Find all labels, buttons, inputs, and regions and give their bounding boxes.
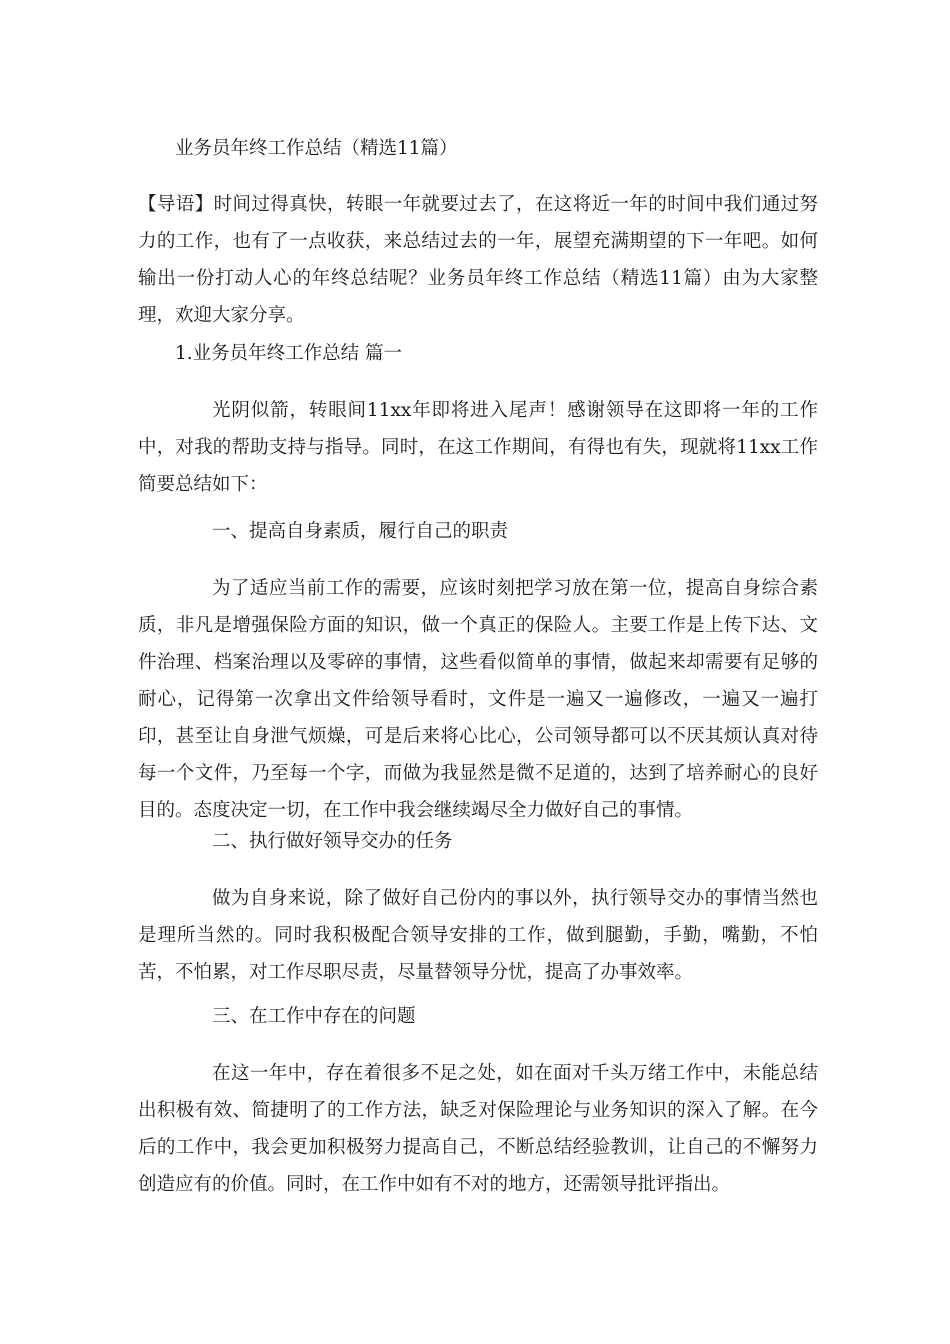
- paragraph-problems: 在这一年中，存在着很多不足之处，如在面对千头万绪工作中，未能总结出积极有效、简捷明了的工作方法，缺乏对保险理论与业务知识的深入了解。在今后的工作中，我会更加积极努力提高自己，不断总结经验教训，让自己的不懈努力创造应有的价值。同时，在工作中如有不对的地方，还需领导批评指出。: [138, 1063, 818, 1195]
- paragraph-opening: 光阴似箭，转眼间11xx年即将进入尾声！感谢领导在这即将一年的工作中，对我的帮助支持与指导。同时，在这工作期间，有得也有失，现就将11xx工作简要总结如下：: [138, 400, 818, 495]
- section-title: 1.业务员年终工作总结 篇一: [175, 343, 403, 364]
- subheading-two: 二、执行做好领导交办的任务: [212, 831, 453, 852]
- paragraph-qualities: 为了适应当前工作的需要，应该时刻把学习放在第一位，提高自身综合素质，非凡是增强保险方面的知识，做一个真正的保险人。主要工作是上传下达、文件治理、档案治理以及零碎的事情，这些看似简单的事情，做起来却需要有足够的耐心，记得第一次拿出文件给领导看时，文件是一遍又一遍修改，一遍又一遍打印，甚至让自身泄气烦燥，可是后来将心比心，公司领导都可以不厌其烦认真对待每一个文件，乃至每一个字，而做为我显然是微不足道的，达到了培养耐心的良好目的。态度决定一切，在工作中我会继续竭尽全力做好自己的事情。: [138, 578, 818, 821]
- document-title: 业务员年终工作总结（精选11篇）: [175, 138, 458, 159]
- subheading-one: 一、提高自身素质，履行自己的职责: [212, 521, 509, 542]
- intro-paragraph: 【导语】时间过得真快，转眼一年就要过去了，在这将近一年的时间中我们通过努力的工作，也有了一点收获，来总结过去的一年，展望充满期望的下一年吧。如何输出一份打动人心的年终总结呢？业务员年终工作总结（精选11篇）由为大家整理，欢迎大家分享。: [138, 194, 818, 326]
- subheading-three: 三、在工作中存在的问题: [212, 1006, 416, 1027]
- paragraph-tasks: 做为自身来说，除了做好自己份内的事以外，执行领导交办的事情当然也是理所当然的。同时我积极配合领导安排的工作，做到腿勤，手勤，嘴勤，不怕苦，不怕累，对工作尽职尽责，尽量替领导分忧，提高了办事效率。: [138, 888, 818, 983]
